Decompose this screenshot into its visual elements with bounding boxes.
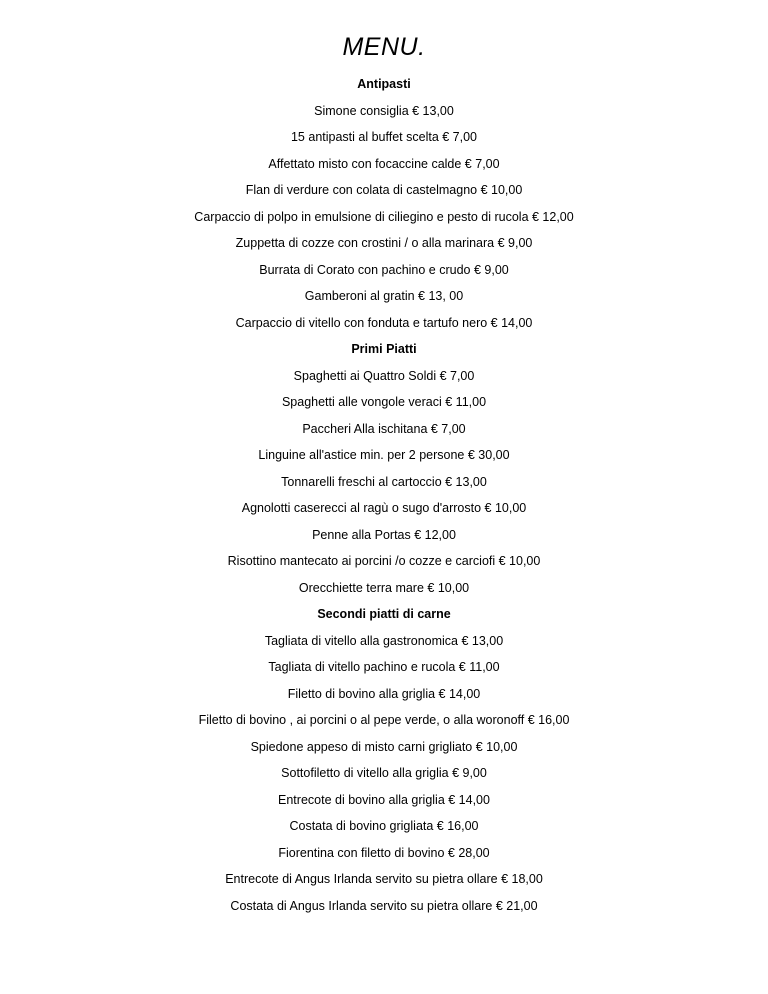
menu-item: Tagliata di vitello pachino e rucola € 11,00	[268, 660, 500, 674]
section-heading: Primi Piatti	[351, 342, 417, 356]
menu-item: Sottofiletto di vitello alla griglia € 9,00	[281, 766, 487, 780]
menu-item: Affettato misto con focaccine calde € 7,00	[268, 156, 500, 171]
menu-item: Carpaccio di polpo in emulsione di ciliegino e pesto di rucola € 12,00	[194, 209, 574, 224]
section-heading: Secondi piatti di carne	[317, 607, 451, 621]
menu-item: Filetto di bovino , ai porcini o al pepe verde, o alla woronoff € 16,00	[198, 713, 570, 727]
menu-item: Tonnarelli freschi al cartoccio € 13,00	[281, 474, 487, 489]
menu-item: Penne alla Portas € 12,00	[312, 527, 456, 542]
menu-item: Paccheri Alla ischitana € 7,00	[302, 421, 466, 436]
menu-item: Agnolotti caserecci al ragù o sugo d'arrosto € 10,00	[241, 501, 527, 515]
menu-item: Entrecote di Angus Irlanda servito su pietra ollare € 18,00	[225, 872, 543, 886]
menu-item: Linguine all'astice min. per 2 persone € 30,00	[258, 448, 510, 462]
menu-item: Carpaccio di vitello con fonduta e tartufo nero € 14,00	[235, 315, 533, 330]
menu-item: Burrata di Corato con pachino e crudo € 9,00	[259, 262, 509, 277]
section-heading: Antipasti	[357, 77, 411, 91]
menu-item: Flan di verdure con colata di castelmagno € 10,00	[245, 183, 523, 197]
menu-item: 15 antipasti al buffet scelta € 7,00	[290, 130, 477, 144]
menu-item: Spaghetti ai Quattro Soldi € 7,00	[293, 368, 475, 383]
menu-item: Risottino mantecato ai porcini /o cozze e carciofi € 10,00	[227, 554, 541, 568]
menu-item: Tagliata di vitello alla gastronomica € 13,00	[264, 633, 504, 648]
menu-item: Costata di bovino grigliata € 16,00	[289, 819, 479, 833]
menu-item: Simone consiglia € 13,00	[314, 103, 454, 118]
menu-title: MENU.	[342, 33, 426, 61]
menu-item: Filetto di bovino alla griglia € 14,00	[287, 686, 481, 701]
menu-item: Gamberoni al gratin € 13, 00	[304, 289, 464, 303]
menu-item: Zuppetta di cozze con crostini / o alla marinara € 9,00	[235, 236, 533, 250]
menu-sections	[0, 71, 768, 919]
menu-item: Orecchiette terra mare € 10,00	[298, 580, 470, 595]
menu-item: Spiedone appeso di misto carni grigliato € 10,00	[250, 739, 518, 754]
menu-item: Costata di Angus Irlanda servito su pietra ollare € 21,00	[230, 898, 538, 913]
menu-item: Fiorentina con filetto di bovino € 28,00	[278, 845, 490, 860]
menu-item: Spaghetti alle vongole veraci € 11,00	[281, 395, 487, 409]
menu-item: Entrecote di bovino alla griglia € 14,00	[278, 792, 490, 807]
